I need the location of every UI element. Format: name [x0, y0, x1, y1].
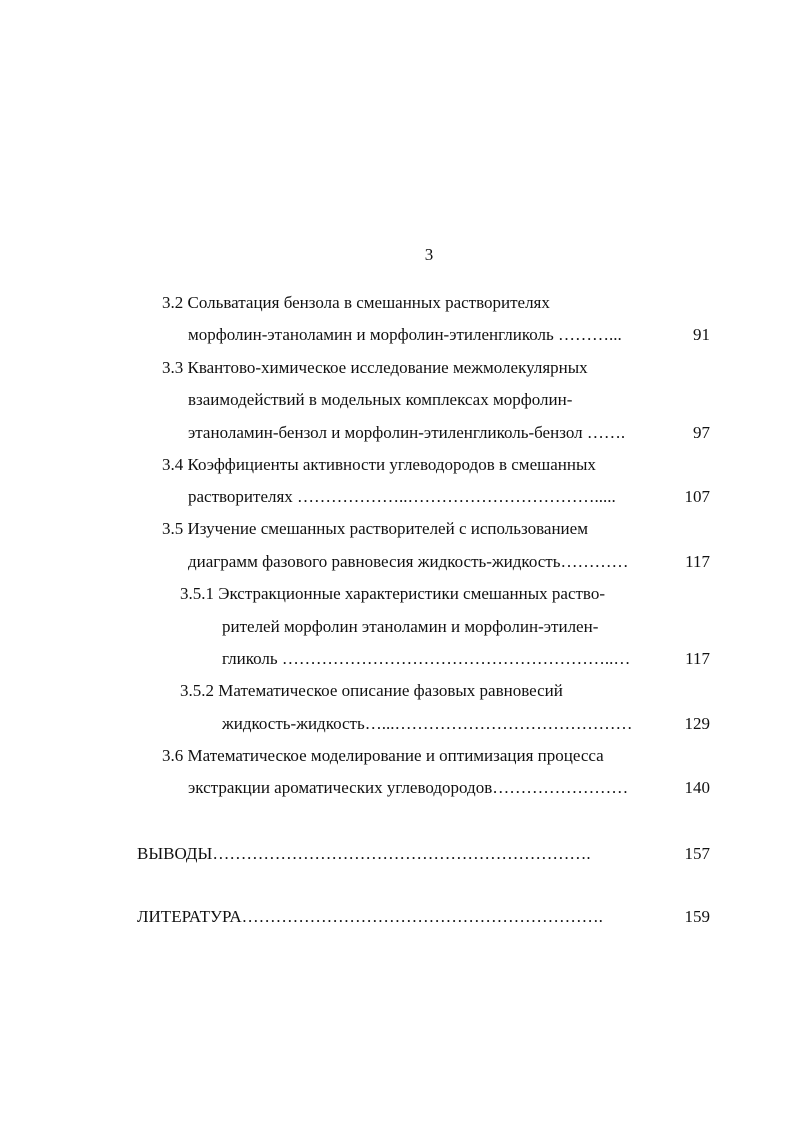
toc-page-number: 140: [684, 778, 710, 797]
toc-page-number: 107: [684, 487, 710, 506]
toc-entry-title: жидкость-жидкость…...……………………………………: [222, 714, 633, 733]
toc-entry-title: взаимодействий в модельных комплексах морфолин-: [188, 390, 573, 409]
toc-page-number: 97: [693, 423, 710, 442]
toc-entry-title: 3.5.1 Экстракционные характеристики смешанных раство-: [180, 584, 605, 603]
toc-entry-title: растворителях ………………..…………………………….....: [188, 487, 616, 506]
toc-page-number: 129: [684, 714, 710, 733]
toc-entry-title: рителей морфолин этаноламин и морфолин-этилен-: [222, 617, 599, 636]
toc-page-number: 157: [684, 844, 710, 863]
toc-entry-title: 3.5 Изучение смешанных растворителей с использованием: [162, 519, 588, 538]
toc-page-number: 91: [693, 325, 710, 344]
toc-entry-title: 3.3 Квантово-химическое исследование межмолекулярных: [162, 358, 588, 377]
toc-entry-title: морфолин-этаноламин и морфолин-этиленгликоль ………...: [188, 325, 622, 344]
page-number: 3: [424, 245, 434, 264]
toc-entry-title: гликоль …………………………………………………..…: [222, 649, 631, 668]
toc-page-number: 117: [685, 552, 710, 571]
toc-entry-title: 3.4 Коэффициенты активности углеводородов в смешанных: [162, 455, 596, 474]
toc-entry-title: диаграмм фазового равновесия жидкость-жидкость…………: [188, 552, 629, 571]
toc-entry-title: 3.6 Математическое моделирование и оптимизация процесса: [162, 746, 604, 765]
toc-entry-title: 3.5.2 Математическое описание фазовых равновесий: [180, 681, 563, 700]
toc-entry-title: ЛИТЕРАТУРА……………………………………………………….: [137, 907, 603, 926]
toc-entry-title: ВЫВОДЫ………………………………………………………….: [137, 844, 591, 863]
toc-page-number: 159: [684, 907, 710, 926]
toc-entry-title: 3.2 Сольватация бензола в смешанных растворителях: [162, 293, 550, 312]
toc-entry-title: этаноламин-бензол и морфолин-этиленгликоль-бензол …….: [188, 423, 626, 442]
toc-page-number: 117: [685, 649, 710, 668]
toc-entry-title: экстракции ароматических углеводородов……………………: [188, 778, 629, 797]
